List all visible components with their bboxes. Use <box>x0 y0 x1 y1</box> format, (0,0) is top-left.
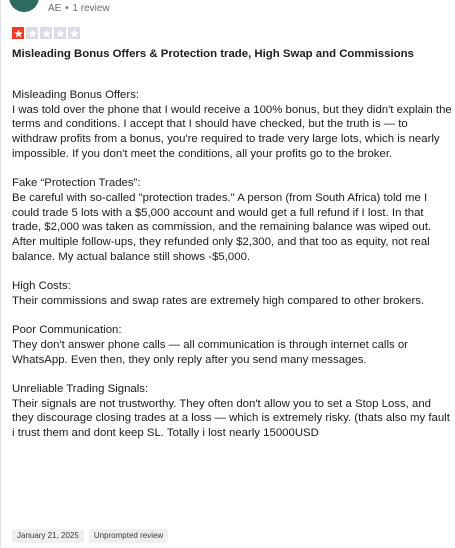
star-icon <box>40 27 52 39</box>
review-section <box>12 279 452 308</box>
date-badge: January 21, 2025 <box>12 529 84 543</box>
meta-separator: • <box>65 3 69 14</box>
unprompted-badge[interactable]: Unprompted review <box>89 529 168 543</box>
section-heading: High Costs: <box>12 280 71 293</box>
avatar[interactable] <box>9 0 39 12</box>
section-text: They don't answer phone calls — all communication is through internet calls or WhatsApp. Even then, they only reply after you send many messages. <box>12 338 408 366</box>
section-heading: Poor Communication: <box>12 324 122 337</box>
review-title[interactable]: Misleading Bonus Offers & Protection trade, High Swap and Commissions <box>12 48 414 60</box>
review-footer <box>12 529 168 543</box>
section-text: I was told over the phone that I would receive a 100% bonus, but they didn't explain the terms and conditions. I accept that I should have checked, but the truth is — to withdraw profits from a bonus, you're required to trade very large lots, which is nearly impossible. If you don't meet the conditions, all your profits go to the broker. <box>12 103 452 160</box>
star-icon <box>12 27 24 39</box>
review-section <box>12 88 452 162</box>
review-body <box>12 88 452 441</box>
section-heading: Misleading Bonus Offers: <box>12 89 140 101</box>
star-rating <box>12 27 80 39</box>
review-count: 1 review <box>72 3 110 14</box>
section-text: Their signals are not trustworthy. They often don't allow you to set a Stop Loss, and they discourage closing trades at a loss — which is extremely risky. (thats also my fault i trust them and dont keep SL. Totally i lost nearly 15000USD <box>12 397 450 440</box>
section-heading: Fake “Protection Trades”: <box>12 177 141 190</box>
star-icon <box>68 27 80 39</box>
star-icon <box>54 27 66 39</box>
review-section <box>12 382 452 441</box>
reviewer-meta <box>48 3 110 14</box>
review-section <box>12 323 452 367</box>
section-heading: Unreliable Trading Signals: <box>12 383 149 395</box>
reviewer-name[interactable]: AE <box>48 3 62 14</box>
section-text: Their commissions and swap rates are extremely high compared to other brokers. <box>12 294 425 307</box>
review-section <box>12 176 452 264</box>
star-icon <box>26 27 38 39</box>
section-text: Be careful with so-called "protection trades." A person (from South Africa) told me I could trade 5 lots with a $5,000 account and would get a full refund if I lost. In that trade, $2,000 was taken as commission, and the remaining balance was wiped out. After multiple follow-ups, they refunded only $2,300, and that too as equity, not real balance. My actual balance still shows -$5,000. <box>12 191 432 263</box>
